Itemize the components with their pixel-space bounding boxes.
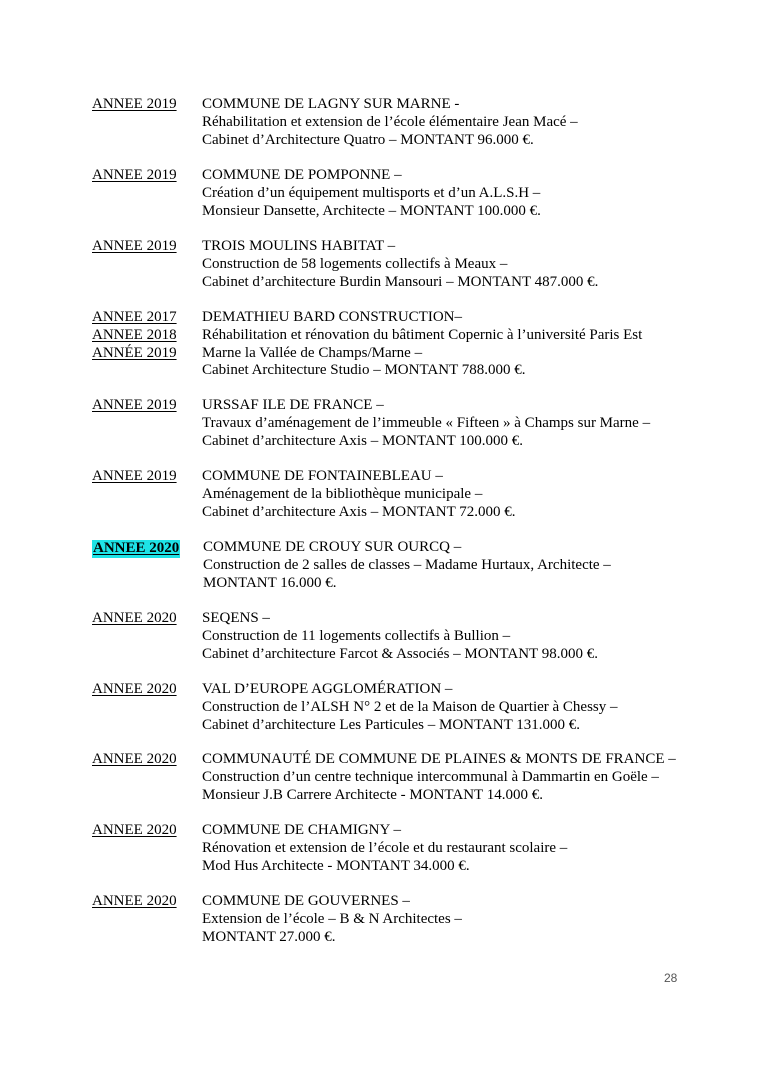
entry-year: ANNEE 2020 xyxy=(92,822,177,838)
entry-detail-line: Monsieur J.B Carrere Architecte - MONTANT 14.000 €. xyxy=(202,786,543,803)
entry-year: ANNEE 2018 xyxy=(92,326,177,343)
entry-client: DEMATHIEU BARD CONSTRUCTION– xyxy=(202,309,463,325)
entry-client: VAL D’EUROPE AGGLOMÉRATION – xyxy=(202,681,453,697)
entry-detail-line: Création d’un équipement multisports et d’un A.L.S.H – xyxy=(202,184,541,201)
entry-year: ANNEE 2020 xyxy=(92,610,177,626)
entry-client: TROIS MOULINS HABITAT – xyxy=(202,238,396,254)
entry-detail-line: Travaux d’aménagement de l’immeuble « Fifteen » à Champs sur Marne – xyxy=(202,414,651,431)
entry-years xyxy=(92,397,202,415)
entry-client: COMMUNE DE CHAMIGNY – xyxy=(202,822,402,838)
entry-years xyxy=(92,539,202,558)
entry-years xyxy=(92,238,202,256)
entry-years xyxy=(92,893,202,911)
entry-year: ANNEE 2019 xyxy=(92,468,177,484)
entry-year: ANNEE 2019 xyxy=(92,397,177,413)
entry-detail-line: Marne la Vallée de Champs/Marne – xyxy=(202,344,423,361)
entry-detail-line: Construction d’un centre technique intercommunal à Dammartin en Goële – xyxy=(202,768,659,785)
entry-client: COMMUNE DE CROUY SUR OURCQ – xyxy=(203,539,462,555)
entry-detail-line: Cabinet d’architecture Axis – MONTANT 100.000 €. xyxy=(202,432,523,449)
entry-detail-line: Cabinet d’architecture Farcot & Associés – MONTANT 98.000 €. xyxy=(202,645,598,662)
entry-body xyxy=(202,751,742,804)
entry-body xyxy=(202,681,742,734)
entry-detail-line: Réhabilitation et extension de l’école élémentaire Jean Macé – xyxy=(202,113,578,130)
entry-body xyxy=(202,468,742,521)
entry-client: COMMUNAUTÉ DE COMMUNE DE PLAINES & MONTS DE FRANCE – xyxy=(202,751,676,767)
entry-year: ANNEE 2019 xyxy=(92,167,177,183)
entry-years xyxy=(92,309,202,362)
entry-detail-line: Cabinet d’architecture Burdin Mansouri – MONTANT 487.000 €. xyxy=(202,273,599,290)
entry-detail-line: MONTANT 16.000 €. xyxy=(203,574,337,591)
entry-detail-line: Monsieur Dansette, Architecte – MONTANT 100.000 €. xyxy=(202,202,541,219)
entry-years xyxy=(92,822,202,840)
entry-year: ANNEE 2019 xyxy=(92,238,177,254)
entry-detail-line: Cabinet Architecture Studio – MONTANT 788.000 €. xyxy=(202,362,526,379)
entry-year: ANNEE 2020 xyxy=(92,751,177,767)
entry-client: SEQENS – xyxy=(202,610,270,626)
entry-year: ANNEE 2020 xyxy=(92,893,177,909)
entry-detail-line: Cabinet d’Architecture Quatro – MONTANT 96.000 €. xyxy=(202,131,534,148)
entry-client: COMMUNE DE POMPONNE – xyxy=(202,167,402,183)
entry-year: ANNEE 2020 xyxy=(92,681,177,697)
entry-body xyxy=(202,610,742,663)
entry-body xyxy=(202,893,742,946)
entry-body xyxy=(202,167,742,220)
entry-detail-line: Rénovation et extension de l’école et du restaurant scolaire – xyxy=(202,839,568,856)
entry-years xyxy=(92,610,202,628)
entry-body xyxy=(202,397,742,450)
entry-years xyxy=(92,468,202,486)
entry-detail-line: Mod Hus Architecte - MONTANT 34.000 €. xyxy=(202,857,470,874)
entry-detail-line: Extension de l’école – B & N Architectes – xyxy=(202,910,462,927)
entry-detail-line: Construction de 11 logements collectifs à Bullion – xyxy=(202,627,511,644)
entry-body xyxy=(202,309,742,380)
entry-year: ANNEE 2019 xyxy=(92,96,177,112)
entry-detail-line: MONTANT 27.000 €. xyxy=(202,928,336,945)
entry-years xyxy=(92,751,202,769)
entry-detail-line: Construction de l’ALSH N° 2 et de la Maison de Quartier à Chessy – xyxy=(202,698,618,715)
entry-years xyxy=(92,681,202,699)
entry-detail-line: Construction de 2 salles de classes – Madame Hurtaux, Architecte – xyxy=(203,556,611,573)
entry-years xyxy=(92,167,202,185)
entry-year-highlighted: ANNEE 2020 xyxy=(93,540,180,556)
entry-body xyxy=(203,539,743,592)
entry-years xyxy=(92,96,202,114)
entry-detail-line: Cabinet d’architecture Axis – MONTANT 72.000 €. xyxy=(202,503,516,520)
entry-body xyxy=(202,238,742,291)
entry-year: ANNEE 2017 xyxy=(92,309,177,325)
page-number: 28 xyxy=(664,971,678,985)
entry-year: ANNÉE 2019 xyxy=(92,344,177,361)
entry-body xyxy=(202,96,742,149)
entry-client: COMMUNE DE GOUVERNES – xyxy=(202,893,410,909)
entry-body xyxy=(202,822,742,875)
entry-detail-line: Aménagement de la bibliothèque municipale – xyxy=(202,485,483,502)
entry-detail-line: Construction de 58 logements collectifs à Meaux – xyxy=(202,255,508,272)
entry-client: COMMUNE DE LAGNY SUR MARNE - xyxy=(202,96,460,112)
entry-detail-line: Cabinet d’architecture Les Particules – MONTANT 131.000 €. xyxy=(202,716,581,733)
entry-client: URSSAF ILE DE FRANCE – xyxy=(202,397,384,413)
entry-client: COMMUNE DE FONTAINEBLEAU – xyxy=(202,468,443,484)
entry-detail-line: Réhabilitation et rénovation du bâtiment Copernic à l’université Paris Est xyxy=(202,326,643,343)
